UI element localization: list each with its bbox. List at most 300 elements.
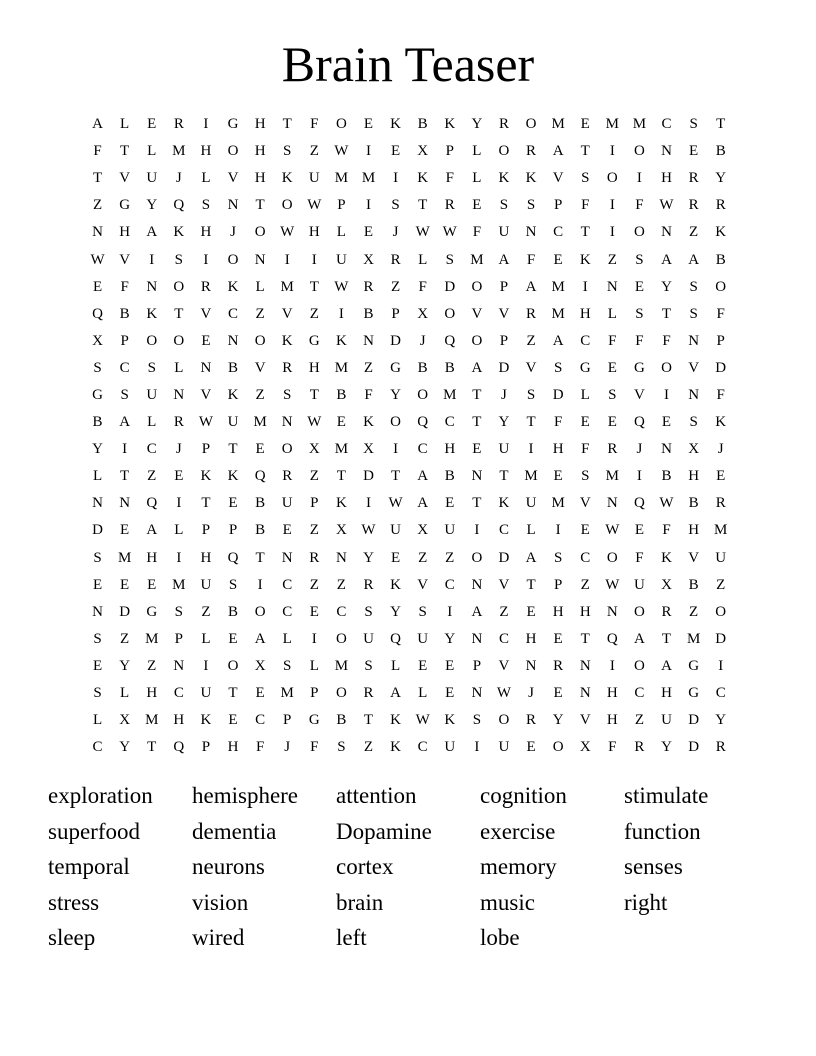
grid-letter: J: [175, 441, 182, 458]
grid-letter: U: [715, 549, 727, 566]
grid-letter: C: [336, 603, 347, 620]
grid-letter: R: [363, 278, 374, 295]
grid-letter: K: [390, 712, 401, 729]
grid-letter: C: [661, 116, 672, 133]
grid-letter: H: [579, 603, 591, 620]
grid-letter: Q: [634, 414, 645, 431]
grid-letter: O: [444, 305, 456, 322]
grid-letter: N: [281, 549, 293, 566]
grid-letter: Z: [689, 224, 699, 241]
grid-letter: C: [715, 685, 726, 702]
grid-letter: N: [92, 495, 103, 512]
grid-letter: F: [635, 197, 644, 214]
grid-letter: C: [92, 739, 103, 756]
grid-letter: Y: [661, 278, 672, 295]
grid-letter: V: [254, 359, 266, 376]
grid-letter: E: [553, 251, 563, 268]
grid-letter: T: [499, 468, 509, 485]
grid-letter: H: [254, 170, 266, 187]
grid-letter: T: [201, 495, 211, 512]
grid-letter: Z: [363, 359, 374, 376]
grid-letter: K: [661, 549, 672, 566]
grid-row: [84, 599, 734, 626]
grid-letter: B: [119, 305, 130, 322]
grid-letter: Y: [444, 630, 456, 647]
grid-letter: F: [255, 739, 265, 756]
grid-letter: W: [334, 143, 349, 160]
grid-letter: G: [146, 603, 158, 620]
grid-letter: S: [689, 305, 698, 322]
grid-letter: X: [363, 251, 374, 268]
grid-letter: O: [525, 116, 537, 133]
word-list-item: dementia: [192, 818, 277, 844]
grid-letter: R: [444, 197, 455, 214]
grid-letter: H: [688, 468, 700, 485]
grid-letter: E: [120, 576, 130, 593]
grid-letter: L: [174, 522, 184, 539]
grid-letter: I: [203, 657, 209, 674]
word-list-item: neurons: [192, 854, 265, 880]
grid-letter: P: [283, 712, 292, 729]
grid-letter: N: [92, 603, 103, 620]
grid-letter: A: [146, 522, 158, 539]
grid-letter: O: [498, 143, 510, 160]
grid-letter: N: [471, 685, 483, 702]
grid-letter: N: [254, 251, 266, 268]
grid-letter: S: [93, 549, 102, 566]
grid-letter: M: [551, 116, 565, 133]
grid-letter: L: [255, 278, 265, 295]
grid-letter: E: [445, 685, 455, 702]
grid-letter: E: [228, 495, 238, 512]
grid-letter: K: [525, 170, 537, 187]
grid-letter: O: [173, 332, 185, 349]
grid-letter: E: [445, 657, 455, 674]
grid-letter: O: [335, 685, 347, 702]
grid-letter: R: [715, 739, 726, 756]
grid-letter: I: [447, 603, 453, 620]
grid-letter: E: [634, 522, 644, 539]
grid-letter: E: [120, 522, 130, 539]
grid-letter: E: [282, 522, 292, 539]
grid-letter: I: [365, 197, 371, 214]
grid-letter: B: [444, 468, 455, 485]
grid-row: [84, 138, 734, 165]
grid-letter: N: [606, 278, 618, 295]
grid-letter: F: [581, 441, 590, 458]
grid-letter: I: [582, 278, 588, 295]
grid-letter: R: [363, 576, 374, 593]
grid-letter: I: [284, 251, 290, 268]
grid-letter: Z: [309, 576, 319, 593]
grid-letter: D: [498, 549, 510, 566]
grid-letter: A: [525, 549, 537, 566]
grid-letter: E: [526, 603, 536, 620]
grid-letter: F: [716, 305, 725, 322]
grid-letter: E: [607, 414, 617, 431]
grid-letter: Y: [390, 603, 401, 620]
grid-letter: T: [526, 414, 536, 431]
grid-letter: U: [417, 630, 429, 647]
grid-letter: T: [228, 441, 238, 458]
grid-letter: Z: [445, 549, 455, 566]
grid-letter: R: [173, 116, 184, 133]
grid-letter: C: [444, 414, 455, 431]
grid-letter: S: [635, 305, 644, 322]
grid-letter: H: [308, 224, 320, 241]
grid-letter: Z: [147, 468, 157, 485]
grid-letter: P: [201, 522, 211, 539]
word-list-item: memory: [480, 854, 557, 880]
grid-letter: O: [146, 332, 158, 349]
grid-letter: B: [715, 143, 726, 160]
word-list-item: left: [336, 925, 367, 951]
grid-letter: E: [553, 685, 563, 702]
grid-letter: O: [715, 278, 727, 295]
grid-letter: V: [552, 170, 564, 187]
grid-letter: K: [200, 712, 212, 729]
grid-letter: I: [528, 441, 534, 458]
grid-letter: W: [442, 224, 457, 241]
grid-letter: S: [418, 603, 427, 620]
grid-letter: Y: [119, 739, 131, 756]
grid-letter: S: [526, 386, 536, 403]
grid-letter: P: [553, 197, 563, 214]
grid-letter: U: [146, 170, 158, 187]
grid-letter: L: [472, 143, 482, 160]
grid-letter: O: [390, 414, 401, 431]
grid-letter: G: [308, 332, 320, 349]
grid-letter: T: [255, 197, 265, 214]
grid-letter: G: [688, 657, 700, 674]
grid-letter: R: [498, 116, 509, 133]
grid-letter: V: [119, 170, 131, 187]
grid-letter: S: [337, 739, 346, 756]
grid-letter: H: [579, 305, 591, 322]
grid-letter: P: [174, 630, 183, 647]
grid-letter: I: [609, 143, 615, 160]
grid-letter: L: [201, 630, 211, 647]
grid-letter: B: [688, 576, 699, 593]
grid-letter: T: [336, 468, 346, 485]
grid-letter: I: [176, 549, 182, 566]
grid-letter: M: [280, 278, 294, 295]
grid-letter: J: [392, 224, 399, 241]
grid-letter: P: [228, 522, 238, 539]
grid-letter: Z: [120, 630, 130, 647]
grid-letter: Q: [417, 414, 429, 431]
word-list-item: superfood: [48, 818, 140, 844]
grid-letter: R: [715, 495, 726, 512]
grid-letter: C: [498, 630, 509, 647]
grid-letter: K: [390, 116, 401, 133]
grid-letter: F: [472, 224, 482, 241]
grid-letter: F: [310, 739, 319, 756]
grid-row: [84, 734, 734, 761]
grid-letter: V: [498, 305, 510, 322]
grid-letter: M: [470, 251, 484, 268]
grid-letter: X: [335, 522, 347, 539]
grid-letter: S: [689, 116, 698, 133]
word-list-item: senses: [624, 854, 683, 880]
grid-letter: O: [227, 657, 239, 674]
grid-letter: X: [363, 441, 374, 458]
grid-letter: N: [579, 657, 591, 674]
grid-letter: Q: [254, 468, 266, 485]
grid-letter: E: [363, 116, 374, 133]
grid-letter: O: [715, 603, 727, 620]
word-list-item: brain: [336, 889, 384, 915]
grid-letter: P: [553, 576, 563, 593]
grid-letter: Z: [526, 332, 536, 349]
grid-letter: J: [717, 441, 724, 458]
grid-letter: O: [227, 143, 239, 160]
grid-letter: X: [661, 576, 672, 593]
grid-letter: M: [551, 305, 565, 322]
grid-letter: L: [580, 386, 590, 403]
grid-letter: N: [688, 332, 700, 349]
grid-letter: X: [417, 522, 429, 539]
grid-letter: K: [715, 224, 727, 241]
grid-letter: H: [444, 441, 456, 458]
grid-letter: O: [634, 657, 645, 674]
grid-letter: F: [364, 386, 373, 403]
grid-letter: X: [308, 441, 320, 458]
grid-letter: W: [659, 197, 674, 214]
grid-letter: S: [283, 657, 292, 674]
word-list-item: stress: [48, 889, 100, 915]
grid-letter: Y: [92, 441, 103, 458]
grid-letter: K: [417, 170, 429, 187]
word-list-item: sleep: [48, 925, 96, 951]
grid-letter: R: [526, 712, 537, 729]
grid-letter: X: [417, 305, 429, 322]
grid-letter: A: [661, 657, 672, 674]
grid-letter: U: [661, 712, 672, 729]
grid-letter: T: [526, 576, 536, 593]
grid-letter: R: [553, 657, 564, 674]
grid-letter: M: [551, 495, 565, 512]
grid-letter: O: [227, 251, 239, 268]
grid-row: [84, 246, 734, 273]
grid-letter: I: [365, 143, 371, 160]
grid-letter: T: [92, 170, 103, 187]
grid-letter: F: [608, 332, 617, 349]
grid-letter: L: [390, 657, 401, 674]
grid-letter: E: [309, 603, 319, 620]
grid-letter: J: [230, 224, 236, 241]
grid-letter: E: [472, 441, 482, 458]
grid-letter: C: [580, 549, 591, 566]
grid-letter: C: [255, 712, 266, 729]
grid-letter: Z: [689, 603, 699, 620]
grid-letter: Z: [309, 305, 319, 322]
grid-letter: K: [498, 495, 510, 512]
grid-letter: W: [280, 224, 295, 241]
grid-letter: F: [662, 522, 671, 539]
grid-letter: I: [718, 657, 724, 674]
grid-letter: J: [175, 170, 182, 187]
grid-letter: E: [553, 630, 563, 647]
grid-letter: R: [282, 359, 293, 376]
grid-letter: Z: [336, 576, 346, 593]
grid-letter: E: [472, 197, 482, 214]
grid-letter: N: [92, 224, 103, 241]
grid-letter: F: [581, 197, 590, 214]
grid-letter: Q: [173, 739, 185, 756]
grid-letter: N: [661, 224, 672, 241]
word-list-item: cortex: [336, 854, 394, 880]
word-list-item: right: [624, 889, 668, 915]
grid-letter: N: [281, 414, 293, 431]
grid-letter: V: [471, 305, 483, 322]
grid-letter: U: [146, 386, 158, 403]
grid-letter: Q: [390, 630, 401, 647]
grid-letter: S: [364, 603, 373, 620]
grid-letter: E: [580, 522, 590, 539]
grid-row: [84, 111, 734, 138]
grid-letter: F: [662, 332, 671, 349]
grid-letter: U: [390, 522, 401, 539]
grid-letter: S: [201, 197, 211, 214]
grid-letter: B: [228, 603, 239, 620]
grid-letter: A: [146, 224, 158, 241]
grid-letter: L: [526, 522, 536, 539]
grid-letter: B: [92, 414, 103, 431]
grid-letter: D: [444, 278, 456, 295]
grid-letter: J: [528, 685, 534, 702]
grid-letter: U: [498, 224, 510, 241]
grid-letter: K: [498, 170, 510, 187]
page-title: Brain Teaser: [281, 36, 535, 92]
grid-letter: U: [444, 522, 456, 539]
grid-letter: R: [390, 251, 401, 268]
grid-letter: Y: [498, 414, 510, 431]
grid-letter: W: [605, 576, 620, 593]
grid-letter: Y: [715, 712, 727, 729]
grid-letter: I: [203, 251, 209, 268]
grid-letter: U: [525, 495, 537, 512]
grid-letter: O: [417, 386, 429, 403]
grid-letter: N: [119, 495, 131, 512]
grid-letter: K: [390, 576, 401, 593]
grid-letter: C: [634, 685, 645, 702]
grid-letter: B: [228, 359, 239, 376]
grid-letter: M: [714, 522, 728, 539]
grid-letter: N: [471, 630, 483, 647]
grid-letter: H: [119, 224, 131, 241]
word-list-item: hemisphere: [192, 783, 299, 808]
grid-letter: Z: [634, 712, 644, 729]
grid-letter: Q: [606, 630, 618, 647]
grid-letter: O: [634, 224, 645, 241]
grid-letter: S: [93, 685, 102, 702]
grid-letter: F: [120, 278, 129, 295]
grid-letter: D: [119, 603, 131, 620]
grid-letter: T: [661, 630, 672, 647]
word-list-item: music: [480, 889, 535, 915]
grid-letter: H: [525, 630, 537, 647]
grid-letter: E: [92, 576, 103, 593]
grid-letter: V: [417, 576, 429, 593]
grid-letter: T: [228, 685, 238, 702]
grid-letter: E: [92, 278, 103, 295]
grid-letter: Y: [363, 549, 374, 566]
grid-letter: L: [418, 251, 428, 268]
grid-letter: O: [471, 332, 483, 349]
grid-row: [84, 409, 734, 436]
grid-letter: E: [228, 630, 238, 647]
grid-letter: J: [419, 332, 426, 349]
grid-letter: W: [605, 522, 620, 539]
grid-letter: I: [311, 251, 317, 268]
grid-letter: M: [551, 278, 565, 295]
grid-letter: R: [607, 441, 618, 458]
grid-letter: B: [715, 251, 726, 268]
grid-letter: A: [552, 332, 564, 349]
grid-letter: P: [201, 739, 211, 756]
grid-letter: M: [117, 549, 132, 566]
grid-letter: A: [417, 468, 429, 485]
grid-letter: N: [200, 359, 212, 376]
grid-letter: R: [173, 414, 184, 431]
word-list: [48, 780, 768, 958]
grid-row: [84, 382, 734, 409]
grid-letter: M: [524, 468, 538, 485]
grid-row: [84, 707, 734, 734]
grid-letter: T: [580, 143, 590, 160]
grid-letter: Q: [173, 197, 185, 214]
grid-letter: E: [716, 468, 726, 485]
grid-letter: G: [119, 197, 131, 214]
word-list-item: function: [624, 818, 701, 844]
grid-letter: V: [525, 359, 537, 376]
grid-letter: F: [445, 170, 454, 187]
grid-letter: Z: [255, 386, 265, 403]
grid-letter: X: [417, 143, 429, 160]
grid-letter: C: [146, 441, 157, 458]
grid-letter: D: [688, 712, 700, 729]
grid-letter: T: [282, 116, 292, 133]
grid-letter: N: [146, 278, 158, 295]
grid-letter: T: [716, 116, 726, 133]
grid-letter: O: [606, 549, 618, 566]
grid-letter: H: [606, 712, 618, 729]
grid-letter: H: [200, 224, 212, 241]
grid-letter: A: [92, 116, 103, 133]
grid-letter: F: [608, 739, 617, 756]
grid-letter: P: [499, 278, 509, 295]
grid-letter: O: [281, 197, 293, 214]
grid-letter: K: [281, 332, 293, 349]
grid-letter: K: [444, 712, 456, 729]
grid-letter: I: [474, 739, 480, 756]
grid-letter: E: [201, 332, 211, 349]
grid-letter: S: [445, 251, 454, 268]
grid-letter: B: [255, 495, 266, 512]
grid-letter: S: [391, 197, 400, 214]
grid-letter: M: [172, 143, 186, 160]
grid-letter: F: [635, 549, 644, 566]
grid-letter: S: [93, 630, 102, 647]
grid-letter: M: [334, 441, 349, 458]
grid-letter: C: [119, 359, 130, 376]
grid-letter: N: [606, 495, 618, 512]
grid-letter: K: [335, 495, 347, 512]
grid-letter: H: [552, 441, 564, 458]
grid-letter: U: [200, 576, 212, 593]
grid-letter: I: [664, 386, 670, 403]
